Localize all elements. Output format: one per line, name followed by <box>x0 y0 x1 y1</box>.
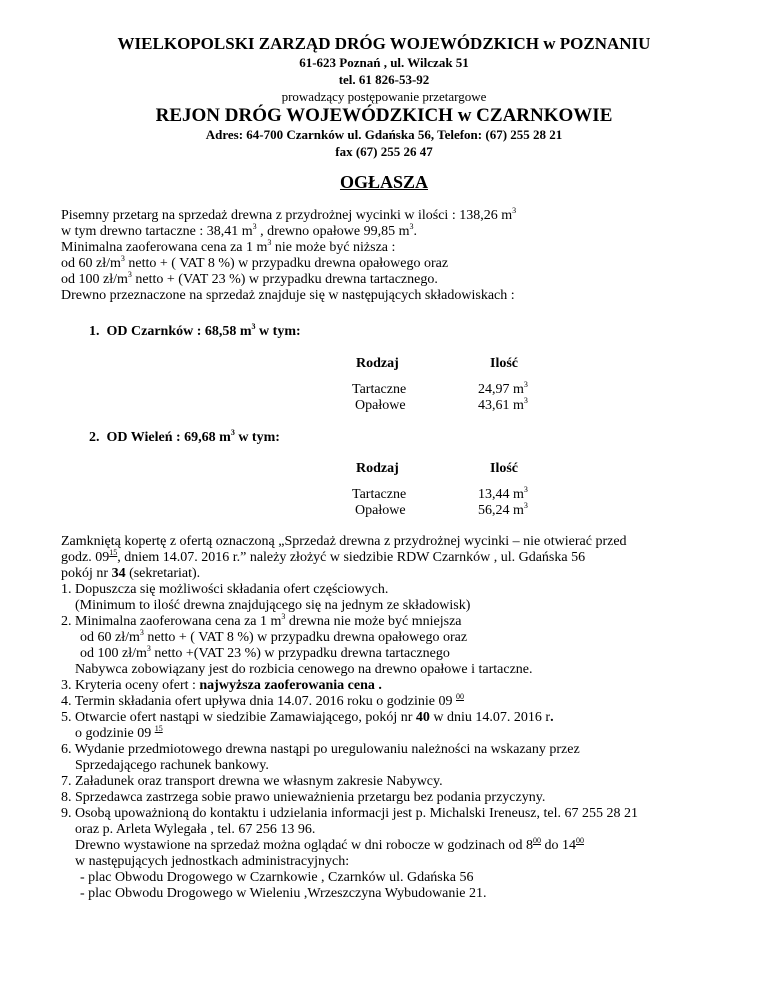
list-item: 4. Termin składania ofert upływa dnia 14.07. 2016 roku o godzinie 09 $^{00}$ <box>61 692 464 709</box>
table-cell-type: Tartaczne <box>352 382 407 397</box>
intro-line-2: w tym drewno tartaczne : 38,41 $m^3$ , drewno opałowe 99,85 $m^3$. <box>61 222 417 239</box>
org-title: WIELKOPOLSKI ZARZĄD DRÓG WOJEWÓDZKICH w POZNANIU <box>117 34 651 53</box>
org-phone: tel. 61 826-53-92 <box>338 72 430 87</box>
table-header-qty: Ilość <box>490 461 518 476</box>
table-cell-qty: 24,97 $m^3$ <box>478 380 528 397</box>
table-cell-type: Tartaczne <box>352 487 407 502</box>
list-item: 6. Wydanie przedmiotowego drewna nastąpi po uregulowaniu należności na wskazany przez <box>61 742 580 757</box>
org-address: 61-623 Poznań , ul. Wilczak 51 <box>299 55 469 70</box>
body-line: Zamkniętą kopertę z ofertą oznaczoną „Sprzedaż drewna z przydrożnej wycinki – nie otwierać przed <box>61 534 627 549</box>
table-cell-type: Opałowe <box>355 398 406 413</box>
list-item-continuation: Sprzedającego rachunek bankowy. <box>75 758 269 773</box>
intro-line-3: Minimalna zaoferowana cena za 1 $m^3$ nie może być niższa : <box>61 238 396 255</box>
list-item: 2. Minimalna zaoferowana cena za 1 $m^3$ drewna nie może być mniejsza <box>61 612 462 629</box>
region-address: Adres: 64-700 Czarnków ul. Gdańska 56, Telefon: (67) 255 28 21 <box>205 127 563 142</box>
conducting-note: prowadzący postępowanie przetargowe <box>281 89 487 104</box>
list-item-continuation: - plac Obwodu Drogowego w Wieleniu ,Wrzeszczyna Wybudowanie 21. <box>80 886 487 901</box>
list-item-continuation: od 100 $zł/m^3$ netto +(VAT 23 %) w przypadku drewna tartacznego <box>80 644 450 661</box>
intro-line-4: od 60 $zł/m^3$ netto + ( VAT 8 %) w przypadku drewna opałowego oraz <box>61 254 449 271</box>
intro-line-6: Drewno przeznaczone na sprzedaż znajduje się w następujących składowiskach : <box>61 288 515 303</box>
table-cell-type: Opałowe <box>355 503 406 518</box>
list-item-continuation: od 60 $zł/m^3$ netto + ( VAT 8 %) w przypadku drewna opałowego oraz <box>80 628 468 645</box>
list-item-continuation: Nabywca zobowiązany jest do rozbicia cenowego na drewno opałowe i tartaczne. <box>75 662 533 677</box>
table-header-type: Rodzaj <box>356 461 399 476</box>
list-item: 5. Otwarcie ofert nastąpi w siedzibie Zamawiającego, pokój nr 40 w dniu 14.07. 2016 r. <box>61 710 554 725</box>
list-item-continuation: oraz p. Arleta Wylegała , tel. 67 256 13 96. <box>75 822 316 837</box>
list-item: 1. Dopuszcza się możliwości składania ofert częściowych. <box>61 582 389 597</box>
list-item-continuation: - plac Obwodu Drogowego w Czarnkowie , Czarnków ul. Gdańska 56 <box>80 870 474 885</box>
intro-line-5: od 100 $zł/m^3$ netto + (VAT 23 %) w przypadku drewna tartacznego. <box>61 270 438 287</box>
table-cell-qty: 43,61 $m^3$ <box>478 396 528 413</box>
list-item-continuation: (Minimum to ilość drewna znajdującego się na jednym ze składowisk) <box>75 598 471 613</box>
table-header-type: Rodzaj <box>356 356 399 371</box>
announcement-title: OGŁASZA <box>339 172 429 192</box>
list-item: 8. Sprzedawca zastrzega sobie prawo unieważnienia przetargu bez podania przyczyny. <box>61 790 546 805</box>
region-title: REJON DRÓG WOJEWÓDZKICH w CZARNKOWIE <box>155 105 613 126</box>
list-item: 7. Załadunek oraz transport drewna we własnym zakresie Nabywcy. <box>61 774 443 789</box>
location-heading: 2. OD Wieleń : 69,68 $m^3$ w tym: <box>89 428 280 445</box>
table-cell-qty: 56,24 $m^3$ <box>478 501 528 518</box>
list-item-continuation: Drewno wystawione na sprzedaż można oglądać w dni robocze w godzinach od $8^{00}$ do $14^{00}$ <box>75 836 584 853</box>
location-heading: 1. OD Czarnków : 68,58 $m^3$ w tym: <box>89 322 301 339</box>
table-cell-qty: 13,44 $m^3$ <box>478 485 528 502</box>
list-item: 3. Kryteria oceny ofert : najwyższa zaoferowania cena . <box>61 678 382 693</box>
body-line: godz. $09^{15}$, dniem 14.07. 2016 r.” należy złożyć w siedzibie RDW Czarnków , ul. Gdańska 56 <box>61 548 586 565</box>
list-item: 9. Osobą upoważnioną do kontaktu i udzielania informacji jest p. Michalski Ireneusz, tel. 67 255 28 21 <box>61 806 638 821</box>
list-item-continuation: o godzinie 09 $^{15}$ <box>75 724 163 741</box>
body-line: pokój nr 34 (sekretariat). <box>61 566 201 581</box>
region-fax: fax (67) 255 26 47 <box>335 144 433 159</box>
table-header-qty: Ilość <box>490 356 518 371</box>
intro-line-1: Pisemny przetarg na sprzedaż drewna z przydrożnej wycinki w ilości : 138,26 $m^3$ <box>61 206 517 223</box>
list-item-continuation: w następujących jednostkach administracyjnych: <box>75 854 350 869</box>
